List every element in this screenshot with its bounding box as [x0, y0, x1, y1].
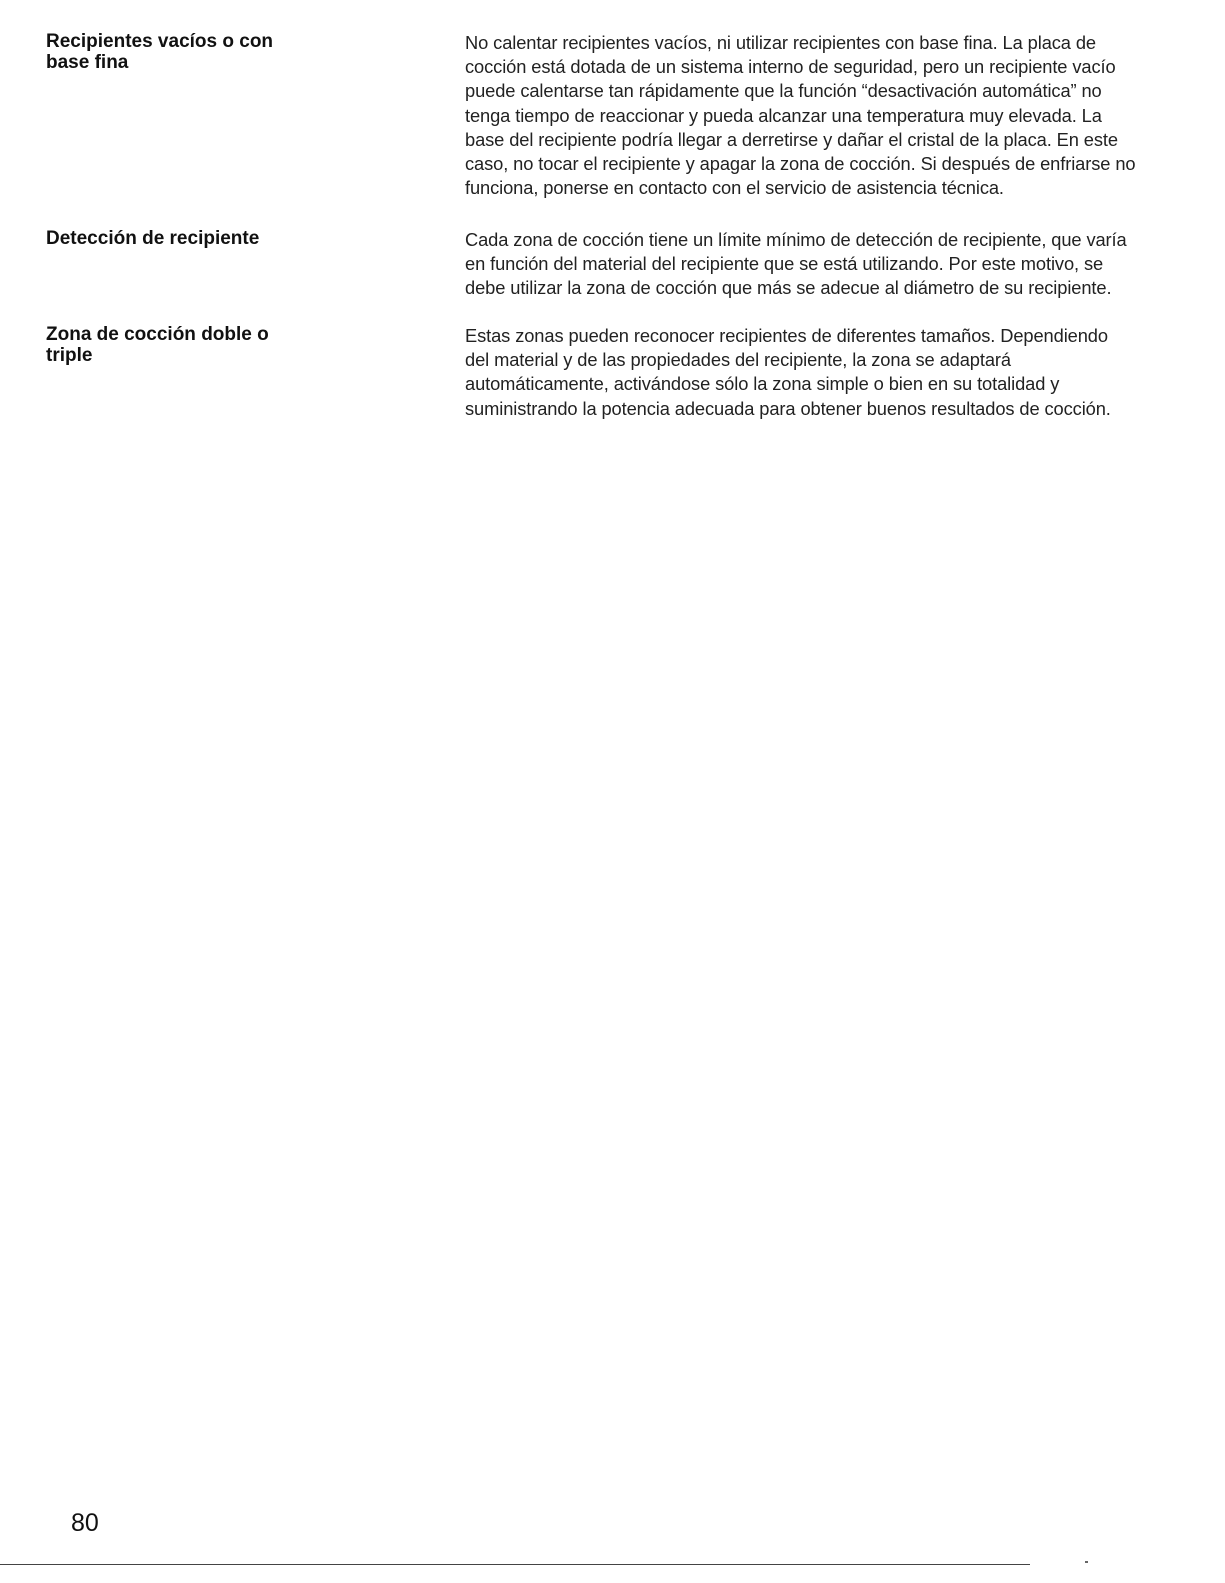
section-paragraph: Estas zonas pueden reconocer recipientes de diferentes tamaños. Dependiendo del material y de las propiedades del recipiente, la zona se adaptará automáticamente, activándose sólo la zona simple o bien en su totalidad y suministrando la potencia adecuada para obtener buenos resultados de cocción. [465, 325, 1111, 419]
page-bottom-rule [0, 1564, 1030, 1565]
page-number: 80 [71, 1509, 99, 1537]
section-paragraph: Cada zona de cocción tiene un límite mínimo de detección de recipiente, que varía en función del material del recipiente que se está utilizando. Por este motivo, se debe utilizar la zona de cocción que más se adecue al diámetro de su recipiente. [465, 229, 1127, 299]
section-heading: Detección de recipiente [46, 228, 260, 249]
page-bottom-mark [1085, 1561, 1088, 1563]
section-heading: Zona de cocción doble o triple [46, 324, 269, 366]
section-heading: Recipientes vacíos o con base fina [46, 31, 274, 73]
section-paragraph: No calentar recipientes vacíos, ni utilizar recipientes con base fina. La placa de cocción está dotada de un sistema interno de seguridad, pero un recipiente vacío puede calentarse tan rápidamente que la función “desactivación automática” no tenga tiempo de reaccionar y pueda alcanzar una temperatura muy elevada. La base del recipiente podría llegar a derretirse y dañar el cristal de la placa. En este caso, no tocar el recipiente y apagar la zona de cocción. Si después de enfriarse no funciona, ponerse en contacto con el servicio de asistencia técnica. [465, 32, 1136, 199]
